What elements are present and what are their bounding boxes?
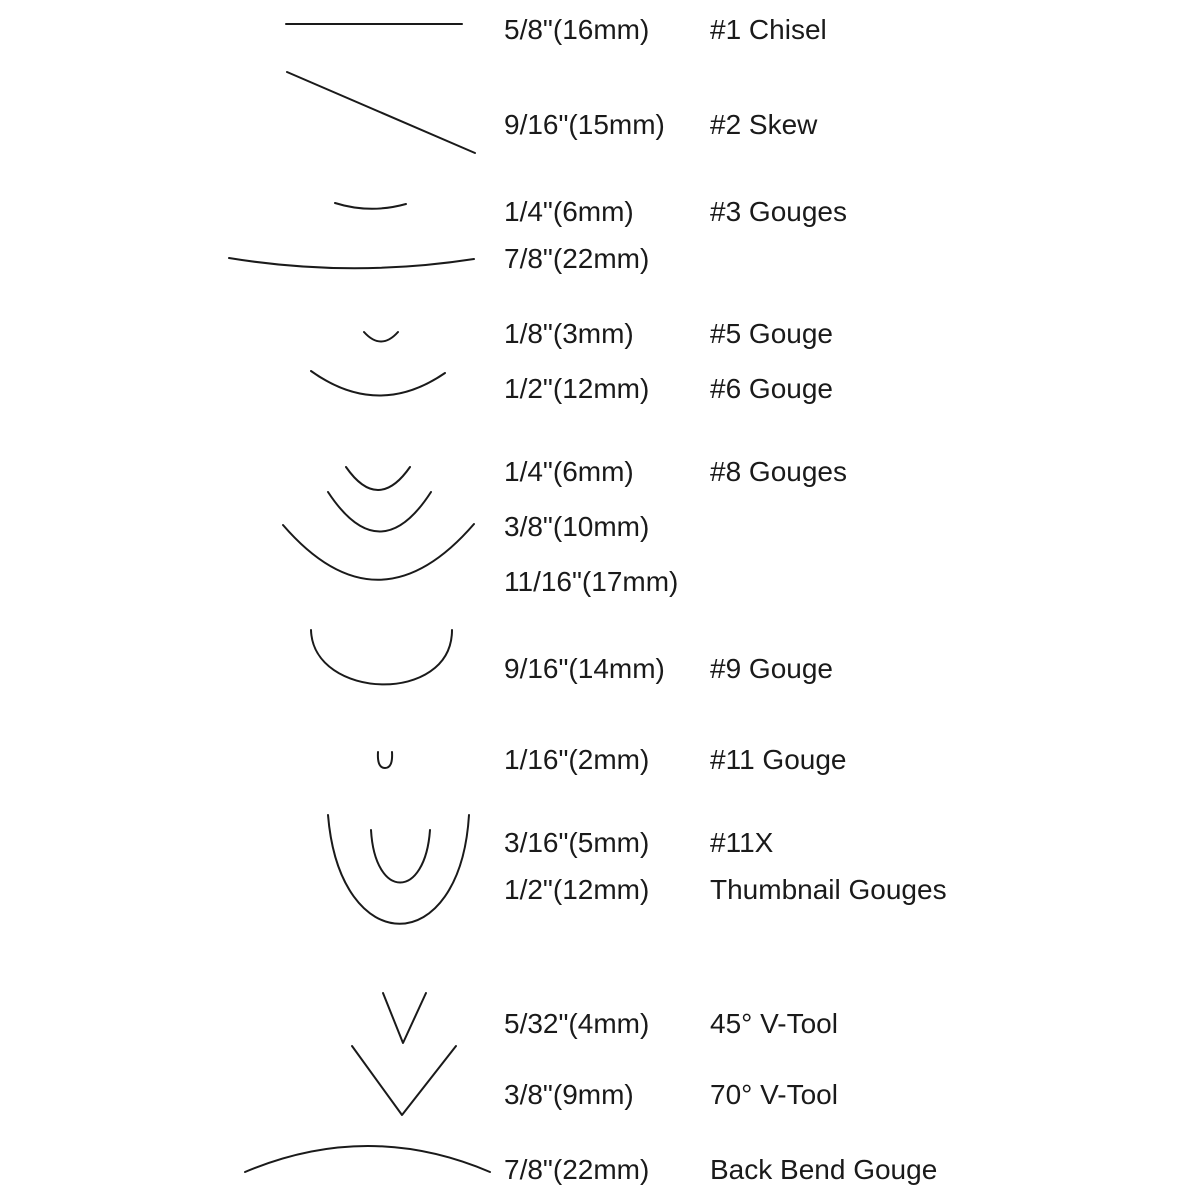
size-label: 1/8"(3mm) [504,318,634,349]
tool-name-label: #1 Chisel [710,14,827,45]
tool-profiles [229,24,490,1172]
size-label: 9/16"(14mm) [504,653,665,684]
size-label: 9/16"(15mm) [504,109,665,140]
size-label: 1/4"(6mm) [504,196,634,227]
sweep-3-small-profile [335,203,406,209]
size-label: 7/8"(22mm) [504,243,650,274]
sweep-3-large-profile [229,258,474,268]
sweep-8-small-profile [346,467,410,490]
tool-name-label: #11 Gouge [710,744,847,775]
tool-name-label: Thumbnail Gouges [710,874,947,905]
tool-name-label: Back Bend Gouge [710,1154,938,1185]
back-bend-profile [245,1146,490,1172]
tool-name-label: 45° V-Tool [710,1008,838,1039]
tool-name-label: 70° V-Tool [710,1079,838,1110]
tool-name-label: #11X [710,827,774,858]
v-tool-45-profile [383,993,426,1043]
thumbnail-large-profile [328,815,469,924]
skew-profile [287,72,475,153]
sweep-6-profile [311,371,445,396]
size-label: 1/2"(12mm) [504,874,650,905]
sweep-11-profile [378,752,392,768]
tool-name-label: #8 Gouges [710,456,847,487]
tool-name-label: #9 Gouge [710,653,833,684]
sweep-5-profile [364,332,398,342]
size-label: 7/8"(22mm) [504,1154,650,1185]
thumbnail-small-profile [371,830,430,883]
tool-name-label: #3 Gouges [710,196,847,227]
sweep-8-medium-profile [328,492,431,532]
size-label: 3/8"(9mm) [504,1079,634,1110]
size-label: 5/8"(16mm) [504,14,650,45]
size-label: 5/32"(4mm) [504,1008,650,1039]
size-label: 11/16"(17mm) [504,566,679,597]
tool-name-label: #5 Gouge [710,318,833,349]
v-tool-70-profile [352,1046,456,1115]
tool-name-label: #2 Skew [710,109,818,140]
size-label: 1/4"(6mm) [504,456,634,487]
size-label: 3/8"(10mm) [504,511,650,542]
size-labels [504,14,678,1185]
size-label: 3/16"(5mm) [504,827,650,858]
size-label: 1/16"(2mm) [504,744,650,775]
size-label: 1/2"(12mm) [504,373,650,404]
tool-name-labels [710,14,947,1185]
sweep-9-profile [311,630,452,684]
tool-name-label: #6 Gouge [710,373,833,404]
